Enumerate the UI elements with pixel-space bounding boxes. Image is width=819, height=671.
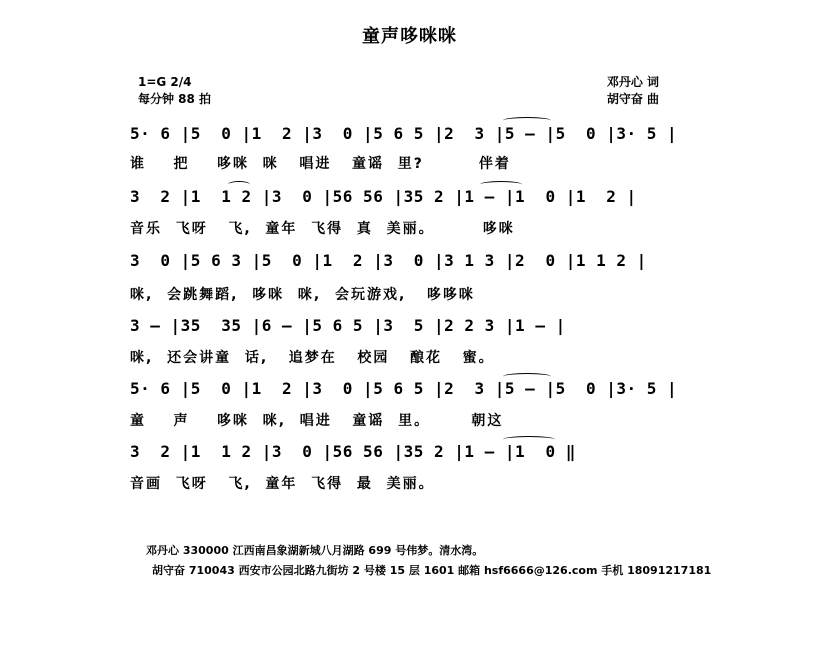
slur-mark — [480, 181, 522, 188]
lyricist: 邓丹心 词 — [606, 75, 659, 89]
score-meta-right — [607, 74, 659, 108]
notation-line-3: 3 0 |5 6 3 |5 0 |1 2 |3 0 |3 1 3 |2 0 |1 1 2 | — [130, 251, 647, 270]
slur-mark — [228, 181, 250, 188]
notation-line-4: 3 — |35 35 |6 — |5 6 5 |3 5 |2 2 3 |1 — | — [130, 316, 566, 335]
lyrics-line-1: 谁 把 哆咪 咪 唱进 童谣 里? 伴着 — [130, 156, 511, 172]
slur-mark — [503, 373, 551, 380]
composer: 胡守奋 曲 — [606, 92, 659, 106]
key-signature: 1=G 2/4 — [138, 75, 192, 89]
notation-line-2: 3 2 |1 1 2 |3 0 |56 56 |35 2 |1 — |1 0 |1 2 | — [130, 187, 637, 206]
lyrics-line-2: 音乐 飞呀 飞, 童年 飞得 真 美丽。 哆咪 — [130, 221, 515, 237]
tempo: 每分钟 88 拍 — [138, 92, 212, 106]
lyrics-line-5: 童 声 哆咪 咪, 唱进 童谣 里。 朝这 — [130, 413, 504, 429]
lyrics-line-4: 咪, 还会讲童 话, 追梦在 校园 酿花 蜜。 — [130, 350, 495, 366]
notation-line-5: 5· 6 |5 0 |1 2 |3 0 |5 6 5 |2 3 |5 — |5 0 |3· 5 | — [130, 379, 678, 398]
score-meta-left — [138, 74, 211, 108]
composer-contact: 胡守奋 710043 西安市公园北路九街坊 2 号楼 15 层 1601 邮箱 hsf6666@126.com 手机 18091217181 — [152, 564, 712, 577]
slur-mark — [503, 117, 551, 124]
lyrics-line-3: 咪, 会跳舞蹈, 哆咪 咪, 会玩游戏, 哆哆咪 — [130, 287, 475, 303]
notation-line-6: 3 2 |1 1 2 |3 0 |56 56 |35 2 |1 — |1 0 ‖ — [130, 442, 576, 461]
lyrics-line-6: 音画 飞呀 飞, 童年 飞得 最 美丽。 — [130, 476, 435, 492]
song-title: 童声哆咪咪 — [362, 26, 457, 47]
contact-footer — [146, 541, 711, 581]
lyricist-contact: 邓丹心 330000 江西南昌象湖新城八月湖路 699 号伟梦。清水湾。 — [146, 544, 484, 557]
notation-line-1: 5· 6 |5 0 |1 2 |3 0 |5 6 5 |2 3 |5 — |5 0 |3· 5 | — [130, 124, 678, 143]
slur-mark — [503, 436, 555, 443]
